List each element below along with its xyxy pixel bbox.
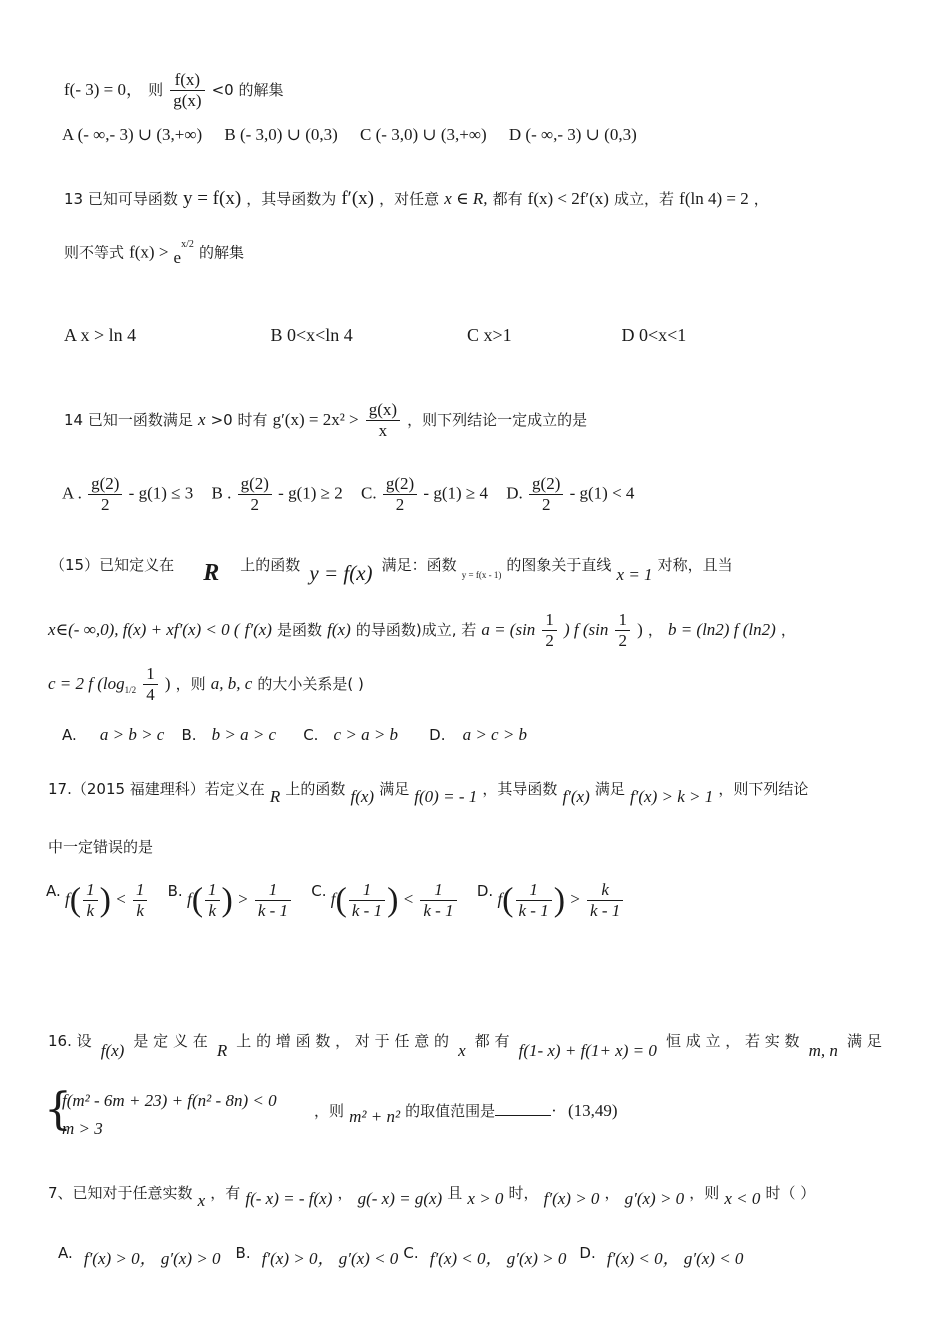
q17-option-b-f: f [186, 889, 192, 909]
q17-option-d-in-num: 1 [516, 880, 552, 901]
q14-option-a[interactable] [62, 474, 193, 515]
q13-derivative: f′(x) [341, 188, 374, 209]
q14-text-2: >0 时有 [210, 411, 268, 429]
q13-exp-base: e [173, 248, 182, 268]
q15-line: x = 1 [616, 565, 653, 584]
q7-option-c-label: C. [403, 1244, 419, 1262]
q16-mn: m, n [808, 1041, 838, 1060]
q12-frac-den: g(x) [173, 91, 202, 110]
q14-condition: g′(x) = 2x² > [272, 410, 359, 429]
q17-option-d-label: D. [476, 882, 494, 900]
q15-text-2: 上的函数 [240, 556, 301, 574]
q15-line-2 [48, 610, 796, 651]
q7-cond-3: x > 0 [467, 1189, 504, 1208]
q13-condition: f(ln 4) = 2 [679, 189, 749, 208]
q15-text-9: 的大小关系是( ) [257, 675, 364, 693]
q12-fraction [170, 70, 204, 111]
q16-R: R [216, 1041, 228, 1060]
q17-option-c-label: C. [311, 882, 327, 900]
q7-text-7: ，则 [689, 1184, 720, 1202]
q17-R: R [269, 787, 281, 806]
q15-derivative: f′(x) [244, 620, 272, 639]
q17-text-6: ，则下列结论 [718, 780, 809, 798]
q13-option-c[interactable]: C x>1 [467, 325, 512, 345]
q16-text-6: 满 足 [847, 1032, 882, 1050]
q17-option-c-in-den: k - 1 [351, 901, 383, 920]
q14-option-d[interactable] [506, 474, 634, 515]
q17-text-5: 满足 [594, 780, 625, 798]
q17-cond-1: f(0) = - 1 [414, 787, 478, 806]
q14-option-c[interactable] [361, 474, 488, 515]
q15-R: R [203, 560, 220, 586]
q17-option-d[interactable] [477, 880, 625, 921]
q7-text-1: 7、已知对于任意实数 [48, 1184, 193, 1202]
q16-text-3: 上 的 增 函 数 ， 对 于 任 意 的 [236, 1032, 449, 1050]
q17-option-d-rhs-num: k [587, 880, 623, 901]
q17-option-a-lparen: ( [69, 881, 82, 919]
q16-answer-blank[interactable] [495, 1101, 551, 1116]
q17-cond-2: f′(x) > k > 1 [629, 787, 714, 806]
q7-option-d[interactable]: f′(x) < 0， g′(x) < 0 [606, 1249, 744, 1268]
q15-option-b-label: B. [181, 726, 197, 744]
q13-text-6: ， [753, 190, 769, 208]
q15-comma-2: ， [780, 621, 796, 639]
q14-fraction [366, 400, 400, 441]
q17-text-1: 17.（2015 福建理科）若定义在 [48, 780, 265, 798]
q12-option-c[interactable]: C (- 3,0) ∪ (3,+∞) [360, 125, 487, 144]
q7-text-4: 且 [447, 1184, 463, 1202]
q17-option-d-lparen: ( [502, 881, 514, 919]
q7-text-3: ， [337, 1184, 353, 1202]
q14-option-d-num: g(2) [529, 474, 563, 495]
q15-half-2 [615, 610, 630, 651]
q14-stem [64, 400, 587, 441]
q17-option-c-in-num: 1 [349, 880, 385, 901]
q15-half-2-den: 2 [618, 631, 627, 650]
q13-stem [64, 188, 769, 210]
q17-text-3: 满足 [379, 780, 410, 798]
q13-text-2: ，其导函数为 [246, 190, 337, 208]
q17-options [46, 880, 625, 921]
q17-option-c-rhs [420, 880, 456, 921]
q15-stem [50, 552, 733, 586]
q15-c-def-2: ) [164, 674, 171, 693]
q17-option-b-op: > [237, 889, 249, 909]
q15-text-4: 的图象关于直线 [506, 556, 612, 574]
q13-text-5: 成立，若 [614, 190, 675, 208]
q13-exp-power: x/2 [181, 239, 194, 250]
q15-text-3: 满足：函数 [381, 556, 457, 574]
q7-text-2: ，有 [210, 1184, 241, 1202]
q13-domain: x ∈ R, [444, 189, 488, 208]
q14-option-a-frac [88, 474, 122, 515]
q15-half-1-den: 2 [545, 631, 554, 650]
q17-fx: f(x) [350, 787, 375, 806]
q17-option-a-rhs [133, 880, 148, 921]
q7-option-a[interactable]: f′(x) > 0， g′(x) > 0 [83, 1249, 221, 1268]
q12-frac-num: f(x) [170, 70, 204, 91]
q14-text-1: 14 已知一函数满足 [64, 411, 193, 429]
q12-tail: <0 的解集 [211, 81, 284, 99]
q17-option-c-rparen: ) [387, 881, 399, 919]
q14-frac-num: g(x) [366, 400, 400, 421]
q17-option-a-label: A. [46, 882, 61, 900]
q15-small-func: y = f(x - 1) [461, 570, 502, 580]
q17-line-2: 中一定错误的是 [48, 838, 154, 856]
q15-option-a[interactable]: a > b > c [99, 725, 165, 744]
q14-option-a-tail: - g(1) ≤ 3 [128, 483, 194, 503]
q16-text-1: 16. 设 [48, 1032, 92, 1050]
q15-option-d-label: D. [429, 726, 446, 744]
q15-half-2-num: 1 [615, 610, 630, 631]
q14-option-a-label: A . [62, 483, 82, 503]
q17-option-b-in [205, 880, 220, 921]
q14-option-a-den: 2 [101, 495, 110, 514]
q14-x: x [197, 410, 206, 429]
q15-quarter-num: 1 [143, 664, 158, 685]
q17-option-a-in-num: 1 [83, 880, 98, 901]
q12-option-a[interactable]: A (- ∞,- 3) ∪ (3,+∞) [62, 125, 203, 144]
q14-option-b[interactable] [212, 474, 343, 515]
q15-quarter-den: 4 [146, 685, 155, 704]
q14-option-b-den: 2 [250, 495, 259, 514]
q17-option-d-rhs-den: k - 1 [590, 901, 621, 920]
q17-option-a[interactable] [46, 880, 149, 921]
q7-option-d-label: D. [579, 1244, 596, 1262]
q17-stem [48, 778, 809, 806]
q17-option-b-lparen: ( [191, 881, 204, 919]
q12-option-b[interactable]: B (- 3,0) ∪ (0,3) [224, 125, 338, 144]
q16-x: x [458, 1041, 466, 1060]
q7-cond-5: g′(x) > 0 [624, 1189, 685, 1208]
q17-option-a-in [83, 880, 98, 921]
q16-text-8: 的取值范围是 [405, 1102, 496, 1120]
q14-text-3: ，则下列结论一定成立的是 [407, 411, 588, 429]
q15-premise: x∈(- ∞,0), f(x) + xf′(x) < 0 ( [48, 620, 240, 639]
q15-text-6: 是函数 [277, 621, 323, 639]
q17-option-d-in-den: k - 1 [518, 901, 549, 920]
q12-options [62, 124, 637, 146]
q17-option-b-rhs [255, 880, 291, 921]
q7-x: x [197, 1191, 206, 1210]
q17-option-d-f: f [497, 889, 503, 909]
q17-option-b[interactable] [168, 880, 293, 921]
q15-a-def-2: ) f (sin [564, 620, 609, 639]
q17-derivative: f′(x) [562, 787, 590, 806]
q16-stem [48, 1030, 882, 1060]
q17-option-d-in [516, 880, 552, 921]
q15-function: y = f(x) [309, 561, 373, 585]
q7-options [58, 1242, 744, 1268]
q15-a-def-3: ) [637, 620, 643, 639]
q15-log-base: 1/2 [124, 685, 137, 696]
q15-text-8: ，则 [175, 675, 206, 693]
q17-text-4: ，其导函数 [482, 780, 558, 798]
q12-condition: f(- 3) = 0， [64, 80, 143, 99]
q7-text-8: 时（ ） [765, 1184, 816, 1202]
q14-option-c-tail: - g(1) ≥ 4 [423, 483, 488, 503]
q15-half-1-num: 1 [542, 610, 557, 631]
q14-option-c-num: g(2) [383, 474, 417, 495]
q7-stem [48, 1182, 816, 1210]
q17-option-b-rhs-num: 1 [255, 880, 291, 901]
q15-fx: f(x) [327, 620, 351, 639]
q17-option-c-in [349, 880, 385, 921]
q14-option-a-num: g(2) [88, 474, 122, 495]
q7-cond-6: x < 0 [724, 1189, 761, 1208]
q16-line-3 [314, 1100, 618, 1126]
q14-option-d-frac [529, 474, 563, 515]
q12-stem [64, 70, 284, 111]
q13-text-7: 则不等式 [64, 243, 125, 262]
q15-text-5: 对称，且当 [657, 556, 733, 574]
q15-quarter [143, 664, 158, 705]
q14-option-d-tail: - g(1) < 4 [569, 483, 635, 503]
q7-cond-1: f(- x) = - f(x) [245, 1189, 333, 1208]
q17-option-a-rparen: ) [99, 881, 111, 919]
q13-option-a[interactable]: A x > ln 4 [64, 325, 137, 345]
q14-option-b-tail: - g(1) ≥ 2 [278, 483, 343, 503]
q17-option-a-op: < [115, 889, 127, 909]
q7-text-6: ， [604, 1184, 620, 1202]
q14-option-c-frac [383, 474, 417, 515]
q12-option-d[interactable]: D (- ∞,- 3) ∪ (0,3) [508, 125, 637, 144]
q17-option-d-op: > [569, 889, 581, 909]
q7-cond-2: g(- x) = g(x) [357, 1189, 443, 1208]
q15-abc: a, b, c [210, 674, 253, 693]
q7-text-5: 时， [508, 1184, 539, 1202]
q15-comma-1: ， [647, 621, 663, 639]
q16-system-brace: { [44, 1084, 72, 1135]
q17-option-d-rparen: ) [553, 881, 566, 919]
q17-option-a-in-den: k [86, 901, 95, 920]
q17-option-b-rhs-den: k - 1 [257, 901, 289, 920]
q13-option-d[interactable]: D 0<x<1 [621, 325, 687, 345]
q15-option-b[interactable]: b > a > c [211, 725, 277, 744]
q14-option-d-label: D. [506, 483, 523, 503]
q15-option-d[interactable]: a > c > b [462, 725, 528, 744]
q13-inequality: f(x) < 2f′(x) [527, 189, 609, 208]
q16-text-2: 是 定 义 在 [133, 1032, 208, 1050]
q16-text-7: ，则 [314, 1102, 345, 1120]
q7-option-a-label: A. [58, 1244, 73, 1262]
q17-option-b-in-den: k [208, 901, 217, 920]
q7-option-b[interactable]: f′(x) > 0， g′(x) < 0 [261, 1249, 399, 1268]
q15-option-a-label: A. [62, 726, 77, 744]
q17-option-d-rhs [587, 880, 623, 921]
q16-dot: · [551, 1101, 557, 1120]
q13-text-1: 13 已知可导函数 [64, 190, 178, 208]
q17-option-c-op: < [402, 889, 415, 909]
q17-text-2: 上的函数 [285, 780, 346, 798]
q15-option-c-label: C. [303, 726, 319, 744]
q13-option-b[interactable]: B 0<x<ln 4 [270, 325, 353, 345]
q15-text-7: 的导函数)成立, 若 [355, 621, 477, 639]
q14-options [62, 474, 634, 515]
q16-system-2: m > 3 [62, 1119, 103, 1138]
q17-option-c-lparen: ( [335, 881, 347, 919]
q15-option-c[interactable]: c > a > b [333, 725, 399, 744]
q17-option-b-in-num: 1 [205, 880, 220, 901]
q15-half-1 [542, 610, 557, 651]
q15-c-def: c = 2 f (log [48, 674, 125, 693]
q16-text-5: 恒 成 立 ， 若 实 数 [665, 1032, 800, 1050]
q17-option-c[interactable] [311, 880, 458, 921]
q15-line-3 [48, 664, 364, 705]
q14-option-c-den: 2 [395, 495, 405, 514]
q14-option-d-den: 2 [541, 495, 551, 514]
q12-then: 则 [148, 81, 164, 99]
q15-a-def: a = (sin [481, 620, 536, 639]
q13-text-3: ，对任意 [379, 190, 440, 208]
q13-text-4: 都有 [492, 190, 523, 208]
q16-text-4: 都 有 [474, 1032, 510, 1050]
q16-system-1: f(m² - 6m + 23) + f(n² - 8n) < 0 [62, 1091, 277, 1110]
q14-frac-den: x [378, 421, 388, 440]
q14-option-b-frac [238, 474, 272, 515]
q17-option-c-f: f [330, 889, 336, 909]
q16-equation: f(1- x) + f(1+ x) = 0 [518, 1041, 657, 1060]
q7-option-b-label: B. [235, 1244, 251, 1262]
q13-text-8: 的解集 [198, 243, 244, 262]
q14-option-b-label: B . [211, 483, 232, 503]
q17-option-c-rhs-num: 1 [420, 880, 456, 901]
q13-lhs: f(x) > [129, 242, 169, 262]
q16-fx: f(x) [100, 1041, 125, 1060]
q17-option-a-rhs-num: 1 [133, 880, 148, 901]
q13-function: y = f(x) [182, 188, 242, 209]
q17-option-c-rhs-den: k - 1 [423, 901, 454, 920]
q15-b-def: b = (ln2) f (ln2) [667, 620, 776, 639]
q16-answer: (13,49) [567, 1101, 618, 1120]
q17-option-a-rhs-den: k [136, 901, 144, 920]
q17-option-a-f: f [65, 889, 70, 909]
q7-option-c[interactable]: f′(x) < 0， g′(x) > 0 [429, 1249, 567, 1268]
q14-option-b-num: g(2) [238, 474, 272, 495]
q17-option-b-rparen: ) [221, 881, 233, 919]
q16-expr: m² + n² [349, 1107, 401, 1126]
q7-cond-4: f′(x) > 0 [543, 1189, 600, 1208]
q15-text-1: （15）已知定义在 [50, 556, 175, 574]
q17-option-b-label: B. [167, 882, 183, 900]
q15-options [62, 724, 527, 746]
q14-option-c-label: C. [361, 483, 377, 503]
q13-line-2 [64, 238, 244, 268]
q13-options [64, 324, 686, 346]
